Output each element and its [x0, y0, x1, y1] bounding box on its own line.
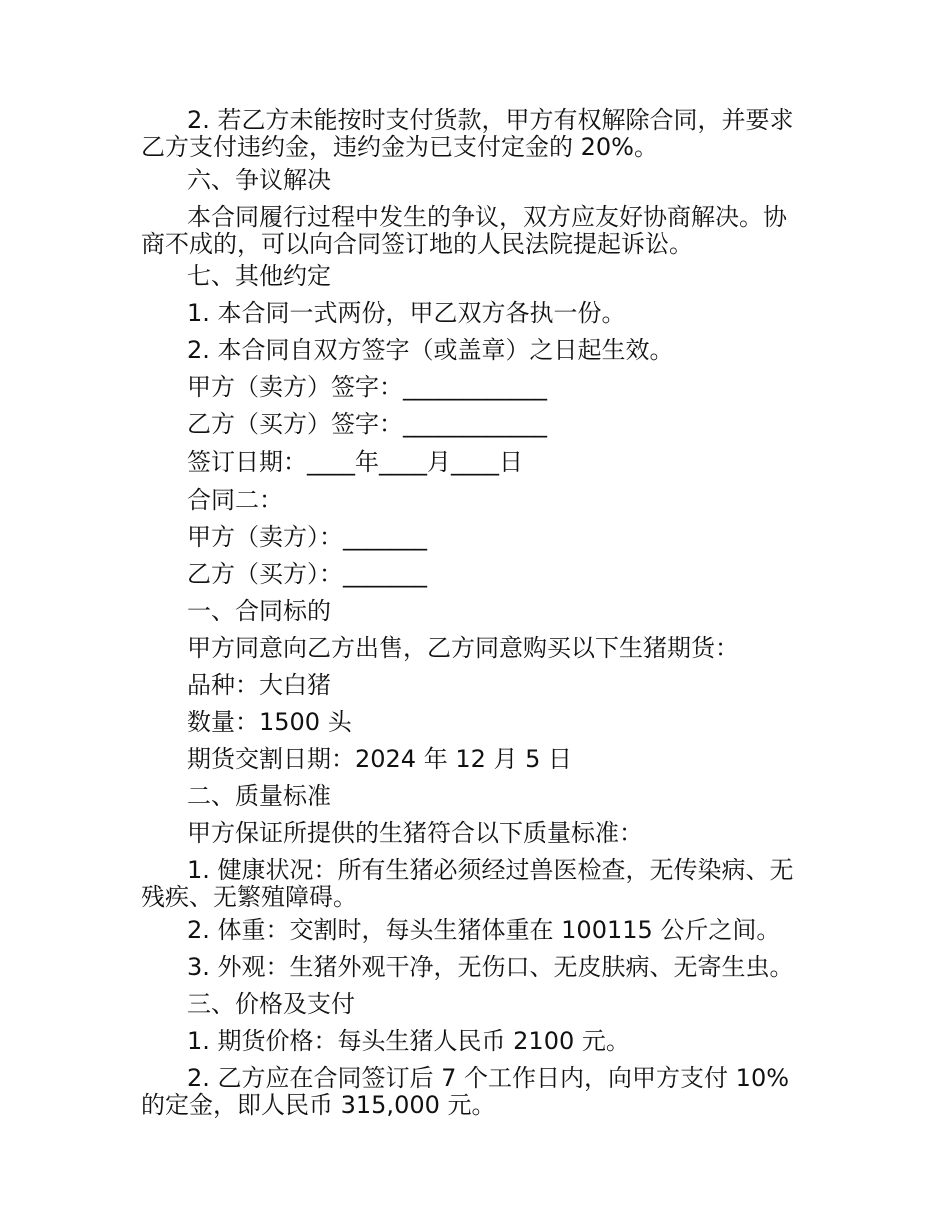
clause-line: 甲方同意向乙方出售，乙方同意购买以下生猪期货： [187, 634, 739, 662]
breach-clause-paragraph [141, 106, 821, 161]
paragraph-line: 2. 若乙方未能按时支付货款，甲方有权解除合同，并要求 [187, 106, 794, 134]
deposit-paragraph [141, 1064, 821, 1119]
buyer-signature-line: 乙方（买方）签字：____________ [187, 410, 547, 438]
paragraph-line: 商不成的，可以向合同签订地的人民法院提起诉讼。 [141, 230, 693, 258]
contract-two-heading: 合同二： [187, 486, 283, 514]
section-heading: 三、价格及支付 [187, 990, 355, 1018]
weight-line: 2. 体重：交割时，每头生猪体重在 100115 公斤之间。 [187, 916, 781, 944]
clause-line: 2. 本合同自双方签字（或盖章）之日起生效。 [187, 336, 674, 364]
sign-date-line: 签订日期：____年____月____日 [187, 448, 523, 476]
section-heading: 六、争议解决 [187, 166, 331, 194]
section-heading: 一、合同标的 [187, 597, 331, 625]
clause-line: 甲方保证所提供的生猪符合以下质量标准： [187, 819, 643, 847]
seller-party-line: 甲方（卖方）：_______ [187, 523, 427, 551]
buyer-party-line: 乙方（买方）：_______ [187, 560, 427, 588]
seller-signature-line: 甲方（卖方）签字：____________ [187, 373, 547, 401]
paragraph-line: 2. 乙方应在合同签订后 7 个工作日内，向甲方支付 10% [187, 1064, 790, 1092]
clause-line: 1. 本合同一式两份，甲乙双方各执一份。 [187, 299, 626, 327]
price-line: 1. 期货价格：每头生猪人民币 2100 元。 [187, 1027, 630, 1055]
section-heading: 二、质量标准 [187, 782, 331, 810]
paragraph-line: 残疾、无繁殖障碍。 [141, 883, 357, 911]
delivery-date-line: 期货交割日期：2024 年 12 月 5 日 [187, 745, 573, 773]
dispute-paragraph [141, 203, 821, 258]
paragraph-line: 乙方支付违约金，违约金为已支付定金的 20%。 [141, 133, 658, 161]
paragraph-line: 本合同履行过程中发生的争议，双方应友好协商解决。协 [187, 203, 787, 231]
section-heading: 七、其他约定 [187, 262, 331, 290]
quantity-line: 数量：1500 头 [187, 708, 352, 736]
paragraph-line: 的定金，即人民币 315,000 元。 [141, 1091, 496, 1119]
appearance-line: 3. 外观：生猪外观干净，无伤口、无皮肤病、无寄生虫。 [187, 953, 794, 981]
breed-line: 品种：大白猪 [187, 671, 331, 699]
health-paragraph [141, 856, 821, 911]
paragraph-line: 1. 健康状况：所有生猪必须经过兽医检查，无传染病、无 [187, 856, 794, 884]
